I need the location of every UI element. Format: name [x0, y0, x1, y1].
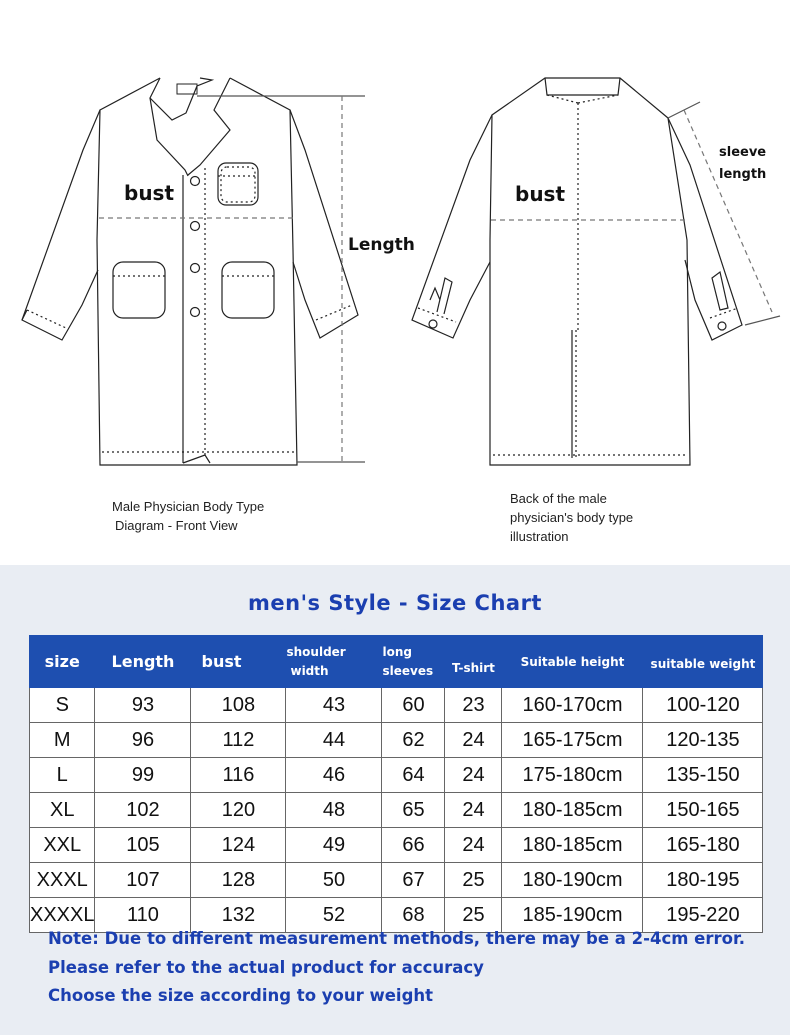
cell-shoulder-width: 43 [286, 688, 382, 723]
cell-length: 105 [95, 828, 191, 863]
cell-suitable-height: 185-190cm [502, 898, 643, 933]
cell-long-sleeves: 64 [382, 758, 445, 793]
cell-suitable-height: 160-170cm [502, 688, 643, 723]
cell-size: XL [30, 793, 95, 828]
header-tshirt: T-shirt [445, 636, 502, 688]
cell-tshirt: 24 [445, 793, 502, 828]
cell-suitable-weight: 120-135 [643, 723, 763, 758]
sleeve-length-label-line2: length [719, 167, 767, 182]
header-size: size [30, 636, 95, 688]
size-chart-body [30, 688, 763, 933]
cell-shoulder-width: 50 [286, 863, 382, 898]
cell-size: S [30, 688, 95, 723]
table-row [30, 688, 763, 723]
note-line-2: Please refer to the actual product for accuracy [48, 958, 484, 977]
size-chart-title: men's Style - Size Chart [248, 591, 542, 615]
cell-bust: 120 [191, 793, 286, 828]
cell-tshirt: 24 [445, 758, 502, 793]
cell-long-sleeves: 68 [382, 898, 445, 933]
cell-length: 102 [95, 793, 191, 828]
cell-suitable-weight: 195-220 [643, 898, 763, 933]
cell-length: 107 [95, 863, 191, 898]
cell-suitable-weight: 165-180 [643, 828, 763, 863]
cell-suitable-weight: 180-195 [643, 863, 763, 898]
header-suitable-weight: suitable weight [643, 636, 763, 688]
cell-tshirt: 25 [445, 898, 502, 933]
cell-bust: 132 [191, 898, 286, 933]
front-caption-line2: Diagram - Front View [115, 518, 238, 533]
back-view-coat [412, 78, 780, 465]
header-shoulder-line1: shoulder [286, 644, 346, 659]
cell-size: XXL [30, 828, 95, 863]
cell-length: 93 [95, 688, 191, 723]
header-suitable-height: Suitable height [502, 636, 643, 688]
back-caption-line1: Back of the male [510, 491, 607, 506]
header-long-sleeves [382, 636, 445, 688]
cell-shoulder-width: 48 [286, 793, 382, 828]
header-length: Length [95, 636, 191, 688]
front-view-caption [112, 497, 264, 535]
cell-suitable-height: 180-190cm [502, 863, 643, 898]
back-caption-line3: illustration [510, 529, 569, 544]
cell-length: 110 [95, 898, 191, 933]
header-shoulder-width [286, 636, 382, 688]
cell-suitable-height: 180-185cm [502, 828, 643, 863]
cell-long-sleeves: 60 [382, 688, 445, 723]
cell-suitable-weight: 135-150 [643, 758, 763, 793]
cell-shoulder-width: 49 [286, 828, 382, 863]
cell-bust: 108 [191, 688, 286, 723]
cell-tshirt: 25 [445, 863, 502, 898]
cell-size: XXXL [30, 863, 95, 898]
cell-suitable-height: 175-180cm [502, 758, 643, 793]
cell-shoulder-width: 44 [286, 723, 382, 758]
cell-size: L [30, 758, 95, 793]
cell-bust: 128 [191, 863, 286, 898]
front-bust-label: bust [124, 181, 175, 205]
table-row [30, 828, 763, 863]
back-view-caption [510, 489, 633, 546]
cell-bust: 116 [191, 758, 286, 793]
cell-length: 96 [95, 723, 191, 758]
size-chart-section [0, 565, 790, 1035]
cell-suitable-weight: 150-165 [643, 793, 763, 828]
header-sleeves-line2: sleeves [382, 663, 434, 678]
cell-shoulder-width: 52 [286, 898, 382, 933]
table-row [30, 723, 763, 758]
cell-shoulder-width: 46 [286, 758, 382, 793]
cell-suitable-height: 165-175cm [502, 723, 643, 758]
cell-suitable-height: 180-185cm [502, 793, 643, 828]
table-row [30, 863, 763, 898]
cell-size: M [30, 723, 95, 758]
front-caption-line1: Male Physician Body Type [112, 499, 265, 514]
cell-long-sleeves: 67 [382, 863, 445, 898]
front-length-label: Length [348, 235, 415, 255]
cell-tshirt: 23 [445, 688, 502, 723]
table-row [30, 898, 763, 933]
cell-tshirt: 24 [445, 723, 502, 758]
table-header-row [30, 636, 763, 688]
header-bust: bust [191, 636, 286, 688]
cell-long-sleeves: 66 [382, 828, 445, 863]
cell-long-sleeves: 65 [382, 793, 445, 828]
cell-tshirt: 24 [445, 828, 502, 863]
front-view-coat [22, 78, 365, 465]
table-row [30, 793, 763, 828]
size-chart-table [29, 635, 763, 933]
note-line-1: Note: Due to different measurement methods, there may be a 2-4cm error. [48, 929, 746, 948]
note-line-3: Choose the size according to your weight [48, 986, 434, 1005]
cell-long-sleeves: 62 [382, 723, 445, 758]
cell-size: XXXXL [30, 898, 95, 933]
table-row [30, 758, 763, 793]
cell-bust: 124 [191, 828, 286, 863]
back-caption-line2: physician's body type [510, 510, 634, 525]
sleeve-length-label-line1: sleeve [719, 145, 767, 160]
cell-bust: 112 [191, 723, 286, 758]
header-sleeves-line1: long [382, 644, 412, 659]
cell-length: 99 [95, 758, 191, 793]
back-bust-label: bust [515, 182, 566, 206]
header-shoulder-line2: width [290, 663, 329, 678]
cell-suitable-weight: 100-120 [643, 688, 763, 723]
